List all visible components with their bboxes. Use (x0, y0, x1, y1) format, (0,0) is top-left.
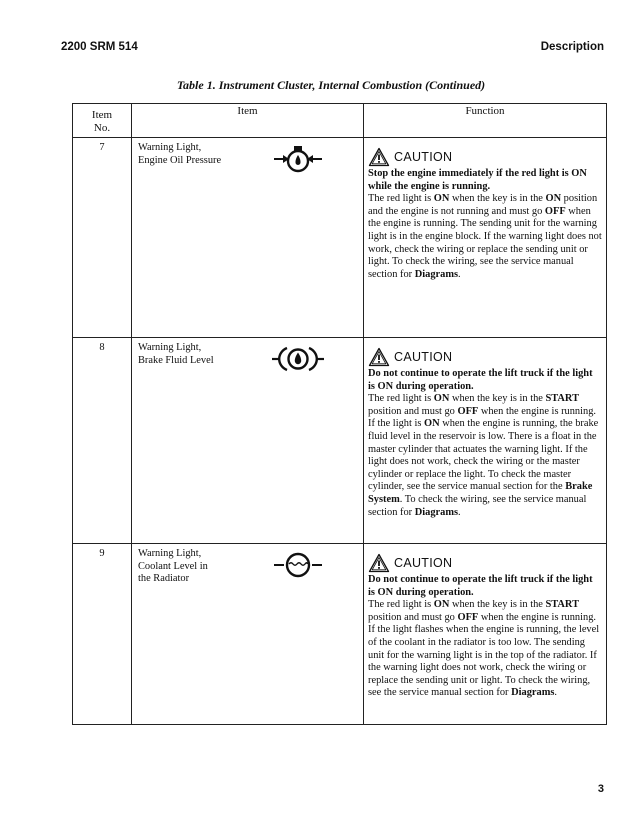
header-section-title: Description (540, 41, 604, 53)
emphasis-text: Diagrams (414, 268, 459, 280)
header-item-no-line1: Item (91, 109, 113, 121)
item-name (138, 342, 363, 367)
item-number: 8 (73, 338, 132, 544)
emphasis-text: OFF (457, 611, 479, 623)
item-cell (132, 338, 364, 544)
header-item-no (73, 104, 132, 138)
function-description: The red light is ON when the key is in the ON position and the engine is not running and must go OFF when the engine is running. The sending unit for the warning light is in the engine block. If the warning light does not work, check the wiring or replace the sending unit or light. To check the wiring, see the service manual section for Diagrams. (368, 193, 602, 280)
item-name-line: Coolant Level in (138, 560, 208, 572)
table-caption: Table 1. Instrument Cluster, Internal Combustion (Continued) (176, 78, 486, 92)
caution-label: CAUTION (394, 555, 453, 570)
oil-pressure-icon (270, 144, 326, 174)
item-name-line: the Radiator (138, 573, 190, 585)
item-name-line: Warning Light, (138, 548, 202, 559)
caution-triangle-icon (368, 347, 390, 367)
brake-fluid-icon (270, 344, 326, 374)
caution-statement: Do not continue to operate the lift truck if the light is ON during operation. (368, 574, 593, 598)
table-header-row (73, 104, 607, 138)
emphasis-text: OFF (457, 405, 479, 417)
caution-label: CAUTION (394, 149, 453, 164)
item-name-line: Brake Fluid Level (138, 354, 214, 366)
function-cell (364, 338, 607, 544)
emphasis-text: OFF (544, 205, 566, 217)
emphasis-text: Diagrams (511, 687, 555, 699)
table-row (73, 544, 607, 725)
function-description: The red light is ON when the key is in the START position and must go OFF when the engine is running. If the light is ON when the engine is running, the brake fluid level in the reservoir is low. There is a float in the master cylinder that actuates the warning light. If the light does not work, check the wiring or the master cylinder or replace the light. To check the master cylinder, see the service manual section for the Brake System. To check the wiring, see the service manual section for Diagrams. (368, 393, 599, 518)
item-name (138, 548, 363, 586)
header-document-id: 2200 SRM 514 (61, 41, 138, 53)
item-cell (132, 544, 364, 725)
caution-block (368, 553, 602, 573)
function-cell (364, 544, 607, 725)
item-number: 9 (73, 544, 132, 725)
emphasis-text: ON (433, 193, 450, 205)
emphasis-text: ON (433, 599, 450, 611)
caution-statement: Stop the engine immediately if the red light is ON while the engine is running. (368, 168, 587, 192)
function-description: The red light is ON when the key is in the START position and must go OFF when the engine is running. If the light flashes when the engine is running, the level of the coolant in the radiator is too low. The sending unit for the warning light is in the top of the radiator. If the warning light does not work, check the wiring or replace the sending unit or light. To check the wiring, see the service manual section for Diagrams. (368, 599, 600, 699)
emphasis-text: Diagrams (414, 506, 459, 518)
emphasis-text: ON (433, 393, 450, 405)
page-number: 3 (597, 783, 604, 795)
item-name-line: Warning Light, (138, 342, 202, 353)
item-name-line: Warning Light, (138, 142, 202, 153)
emphasis-text: Brake System (368, 481, 593, 505)
emphasis-text: START (545, 393, 579, 405)
caution-triangle-icon (368, 553, 390, 573)
emphasis-text: ON (424, 418, 440, 430)
header-item: Item (132, 104, 364, 138)
item-name-line: Engine Oil Pressure (138, 154, 222, 166)
function-cell (364, 138, 607, 338)
emphasis-text: ON (545, 193, 562, 205)
header-function: Function (364, 104, 607, 138)
emphasis-text: START (545, 599, 579, 611)
caution-block (368, 347, 602, 367)
item-number: 7 (73, 138, 132, 338)
caution-statement: Do not continue to operate the lift truck if the light is ON during operation. (368, 368, 593, 392)
header-item-no-line2: No. (93, 121, 111, 134)
table-row (73, 338, 607, 544)
table-row (73, 138, 607, 338)
item-name (138, 142, 363, 167)
caution-triangle-icon (368, 147, 390, 167)
caution-block (368, 147, 602, 167)
caution-label: CAUTION (394, 349, 453, 364)
instrument-cluster-table (72, 103, 607, 725)
coolant-level-icon (270, 550, 326, 580)
item-cell (132, 138, 364, 338)
